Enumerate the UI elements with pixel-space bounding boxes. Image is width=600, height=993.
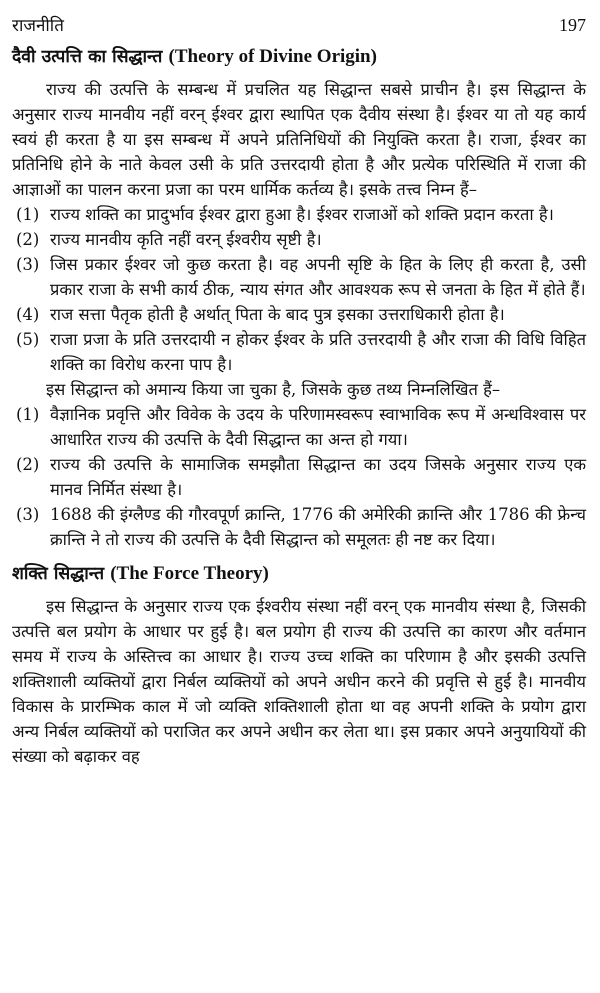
list-item <box>12 327 586 377</box>
heading-hindi: शक्ति सिद्धान्त <box>12 564 105 584</box>
list-number: (4) <box>16 305 40 324</box>
heading-english: (Theory of Divine Origin) <box>168 46 377 67</box>
list-item-text: राज सत्ता पैतृक होती है अर्थात् पिता के बाद पुत्र इसका उत्तराधिकारी होता है। <box>50 305 505 324</box>
heading-english: (The Force Theory) <box>110 563 269 584</box>
list-item <box>12 227 586 252</box>
force-theory-paragraph: इस सिद्धान्त के अनुसार राज्य एक ईश्वरीय संस्था नहीं वरन् एक मानवीय संस्था है, जिसकी उत्पत्ति बल प्रयोग के आधार पर हुई है। बल प्रयोग ही राज्य की उत्पत्ति का कारण और वर्तमान समय में राज्य के अस्तित्त्व का आधार है। राज्य उच्च शक्ति का परिणाम है और इसकी उत्पत्ति शक्तिशाली व्यक्तियों द्वारा निर्बल व्यक्तियों को अपने अधीन करने की प्रवृत्ति से हुई है। मानवीय विकास के प्रारम्भिक काल में जो व्यक्ति शक्तिशाली होता था वह अपनी शक्ति के प्रयोग द्वारा अन्य निर्बल व्यक्तियों को पराजित कर अपने अधीन कर लेता था। इस प्रकार अपने अनुयायियों की संख्या को बढ़ाकर वह <box>12 597 586 766</box>
list-item <box>12 202 586 227</box>
list-number: (5) <box>16 330 40 349</box>
list-item <box>12 452 586 502</box>
list-item <box>12 252 586 302</box>
running-header <box>12 14 586 37</box>
list-number: (3) <box>16 505 40 524</box>
list-item-text: राजा प्रजा के प्रति उत्तरदायी न होकर ईश्वर के प्रति उत्तरदायी है और राजा की विधि विहित शक्ति का विरोध करना पाप है। <box>50 330 586 374</box>
list-number: (2) <box>16 455 40 474</box>
list-number: (1) <box>16 405 40 424</box>
list-item <box>12 502 586 552</box>
list-item-text: राज्य शक्ति का प्रादुर्भाव ईश्वर द्वारा हुआ है। ईश्वर राजाओं को शक्ति प्रदान करता है। <box>50 205 554 224</box>
list-number: (3) <box>16 255 40 274</box>
list-number: (2) <box>16 230 40 249</box>
list-number: (1) <box>16 205 40 224</box>
divine-origin-elements-list <box>12 202 586 377</box>
list-item <box>12 402 586 452</box>
section-heading-force-theory <box>12 562 586 586</box>
page-number: 197 <box>559 15 586 35</box>
divine-origin-intro-paragraph: राज्य की उत्पत्ति के सम्बन्ध में प्रचलित यह सिद्धान्त सबसे प्राचीन है। इस सिद्धान्त के अनुसार राज्य मानवीय नहीं वरन् ईश्वर द्वारा स्थापित एक दैवीय संस्था है। ईश्वर या तो यह कार्य स्वयं ही करता है या इस सम्बन्ध में अपने प्रतिनिधियों की नियुक्ति करता है। राजा, ईश्वर का प्रतिनिधि होने के नाते केवल उसी के प्रति उत्तरदायी होता है और प्रत्येक परिस्थिति में राजा की आज्ञाओं का पालन करना प्रजा का परम धार्मिक कर्तव्य है। इसके तत्त्व निम्न हैं– <box>12 80 586 199</box>
list-item-text: राज्य मानवीय कृति नहीं वरन् ईश्वरीय सृष्टी है। <box>50 230 322 249</box>
section-heading-divine-origin <box>12 45 586 69</box>
list-item-text: 1688 की इंग्लैण्ड की गौरवपूर्ण क्रान्ति, 1776 की अमेरिकी क्रान्ति और 1786 की फ्रेन्च क्रान्ति ने तो राज्य की उत्पत्ति के दैवी सिद्धान्त को समूलतः ही नष्ट कर दिया। <box>50 505 586 549</box>
list-item <box>12 302 586 327</box>
rejection-facts-list <box>12 402 586 552</box>
rejection-intro-paragraph: इस सिद्धान्त को अमान्य किया जा चुका है, जिसके कुछ तथ्य निम्नलिखित हैं– <box>46 380 501 399</box>
chapter-title: राजनीति <box>12 16 64 36</box>
list-item-text: जिस प्रकार ईश्वर जो कुछ करता है। वह अपनी सृष्टि के हित के लिए ही करता है, उसी प्रकार राजा के सभी कार्य ठीक, न्याय संगत और आवश्यक रूप से जनता के हित में होते हैं। <box>50 255 586 299</box>
list-item-text: वैज्ञानिक प्रवृत्ति और विवेक के उदय के परिणामस्वरूप स्वाभाविक रूप में अन्धविश्वास पर आधारित राज्य की उत्पत्ति के दैवी सिद्धान्त का अन्त हो गया। <box>50 405 586 449</box>
list-item-text: राज्य की उत्पत्ति के सामाजिक समझौता सिद्धान्त का उदय जिसके अनुसार राज्य एक मानव निर्मित संस्था है। <box>50 455 586 499</box>
heading-hindi: दैवी उत्पत्ति का सिद्धान्त <box>12 47 163 67</box>
